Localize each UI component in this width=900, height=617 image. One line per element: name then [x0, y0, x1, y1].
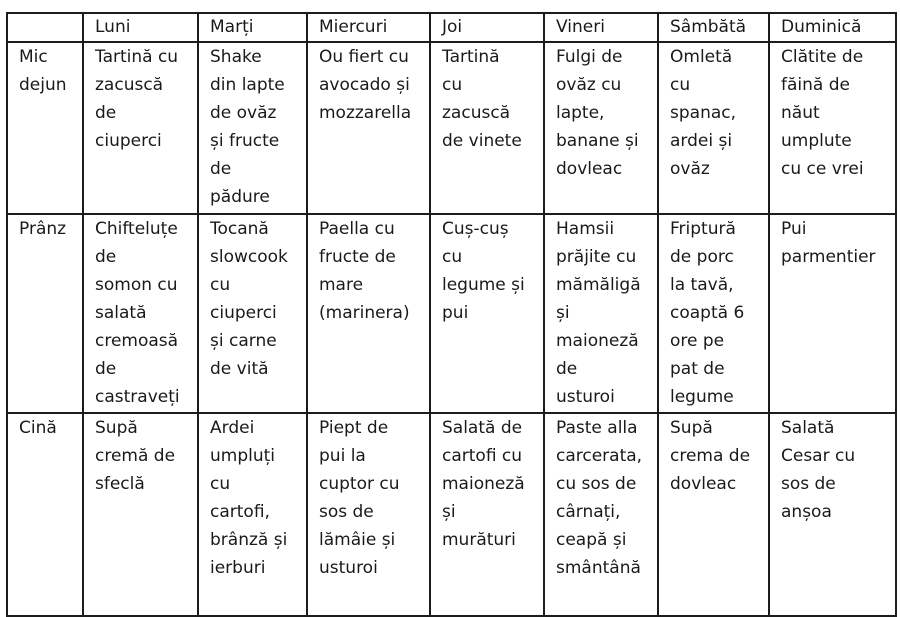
cell-cina-joi	[430, 413, 544, 616]
row-label-mic-dejun	[7, 42, 83, 214]
cell-line: ciuperci	[95, 131, 162, 151]
cell-line: umplute	[781, 131, 852, 151]
cell-cina-marti	[198, 413, 307, 616]
cell-line: castraveți	[95, 387, 180, 407]
cell-mic-dejun-duminica	[769, 42, 896, 214]
cell-line: pui	[442, 303, 469, 323]
cell-pranz-joi	[430, 214, 544, 413]
cell-line: Fulgi de	[556, 47, 623, 67]
cell-line: maioneză	[442, 474, 525, 494]
header-day-sambata: Sâmbătă	[658, 13, 769, 42]
cell-line: pădure	[210, 187, 270, 207]
cell-line: Tartină	[442, 47, 500, 67]
cell-line: pat de	[670, 359, 725, 379]
cell-pranz-vineri	[544, 214, 658, 413]
cell-line: năut	[781, 103, 820, 123]
cell-line: de	[95, 247, 117, 267]
cell-line: salată	[95, 303, 147, 323]
cell-line: ierburi	[210, 558, 266, 578]
cell-pranz-luni	[83, 214, 198, 413]
cell-line: cartofi cu	[442, 446, 523, 466]
cell-line: de ovăz	[210, 103, 277, 123]
row-label-pranz	[7, 214, 83, 413]
cell-line: și carne	[210, 331, 277, 351]
cell-line: sos de	[781, 474, 836, 494]
cell-line: slowcook	[210, 247, 288, 267]
cell-mic-dejun-marti	[198, 42, 307, 214]
cell-line: Shake	[210, 47, 262, 67]
cell-line: lapte,	[556, 103, 605, 123]
header-day-duminica: Duminică	[769, 13, 896, 42]
header-day-luni: Luni	[83, 13, 198, 42]
cell-line: brânză și	[210, 530, 288, 550]
cell-line: avocado și	[319, 75, 410, 95]
cell-line: Pui	[781, 219, 807, 239]
cell-line: cremă de	[95, 446, 176, 466]
cell-line: coaptă 6	[670, 303, 745, 323]
label-line: Mic	[19, 47, 48, 67]
cell-line: de vinete	[442, 131, 522, 151]
header-day-marti: Marți	[198, 13, 307, 42]
cell-pranz-miercuri	[307, 214, 430, 413]
header-row	[7, 13, 896, 42]
cell-line: ardei și	[670, 131, 733, 151]
cell-line: Tartină cu	[95, 47, 179, 67]
cell-line: cu ce vrei	[781, 159, 864, 179]
cell-line: Piept de	[319, 418, 389, 438]
cell-line: cu sos de	[556, 474, 637, 494]
cell-line: lămâie și	[319, 530, 396, 550]
cell-line: ovăz	[670, 159, 710, 179]
cell-line: banane și	[556, 131, 639, 151]
row-label-cina	[7, 413, 83, 616]
cell-line: Ardei	[210, 418, 255, 438]
cell-line: smântână	[556, 558, 641, 578]
cell-line: ore pe	[670, 331, 725, 351]
cell-cina-sambata	[658, 413, 769, 616]
cell-line: ciuperci	[210, 303, 277, 323]
cell-line: murături	[442, 530, 516, 550]
cell-line: (marinera)	[319, 303, 410, 323]
cell-line: legume	[670, 387, 734, 407]
cell-line: dovleac	[670, 474, 737, 494]
cell-line: de	[210, 159, 232, 179]
cell-cina-luni	[83, 413, 198, 616]
cell-line: și	[442, 502, 456, 522]
cell-line: Chifteluțe	[95, 219, 178, 239]
cell-line: zacuscă	[442, 103, 511, 123]
table-row-mic-dejun	[7, 42, 896, 214]
cell-cina-duminica	[769, 413, 896, 616]
cell-line: și fructe	[210, 131, 280, 151]
cell-line: crema de	[670, 446, 751, 466]
label-line: dejun	[19, 75, 67, 95]
cell-line: cârnați,	[556, 502, 621, 522]
label-line: Prânz	[19, 219, 67, 239]
cell-line: din lapte	[210, 75, 285, 95]
cell-line: de vită	[210, 359, 269, 379]
cell-pranz-sambata	[658, 214, 769, 413]
cell-line: spanac,	[670, 103, 737, 123]
cell-line: Clătite de	[781, 47, 864, 67]
table-row-pranz	[7, 214, 896, 413]
cell-line: anșoa	[781, 502, 832, 522]
cell-line: de	[556, 359, 578, 379]
cell-line: maioneză	[556, 331, 639, 351]
cell-line: Tocană	[210, 219, 269, 239]
cell-line: somon cu	[95, 275, 178, 295]
header-day-miercuri: Miercuri	[307, 13, 430, 42]
cell-line: cu	[210, 474, 231, 494]
cell-line: mare	[319, 275, 364, 295]
cell-line: Supă	[670, 418, 713, 438]
cell-line: parmentier	[781, 247, 876, 267]
cell-line: usturoi	[556, 387, 615, 407]
cell-line: Cesar cu	[781, 446, 856, 466]
cell-cina-vineri	[544, 413, 658, 616]
cell-line: cartofi,	[210, 502, 270, 522]
cell-line: cu	[210, 275, 231, 295]
cell-line: Ou fiert cu	[319, 47, 409, 67]
cell-line: Paste alla	[556, 418, 638, 438]
cell-line: de porc	[670, 247, 734, 267]
cell-mic-dejun-luni	[83, 42, 198, 214]
cell-line: făină de	[781, 75, 850, 95]
cell-line: pui la	[319, 446, 366, 466]
meal-plan-table	[6, 12, 897, 617]
cell-mic-dejun-joi	[430, 42, 544, 214]
cell-line: de	[95, 359, 117, 379]
cell-line: Cuș-cuș	[442, 219, 509, 239]
cell-line: Hamsii	[556, 219, 615, 239]
cell-line: cremoasă	[95, 331, 179, 351]
cell-line: usturoi	[319, 558, 378, 578]
table-row-cina	[7, 413, 896, 616]
cell-line: dovleac	[556, 159, 623, 179]
cell-line: carcerata,	[556, 446, 643, 466]
cell-line: ovăz cu	[556, 75, 622, 95]
cell-line: prăjite cu	[556, 247, 637, 267]
cell-line: de	[95, 103, 117, 123]
cell-line: Salată de	[442, 418, 523, 438]
cell-line: la tavă,	[670, 275, 734, 295]
cell-cina-miercuri	[307, 413, 430, 616]
cell-line: Salată	[781, 418, 835, 438]
cell-pranz-marti	[198, 214, 307, 413]
cell-mic-dejun-miercuri	[307, 42, 430, 214]
cell-pranz-duminica	[769, 214, 896, 413]
cell-line: sfeclă	[95, 474, 145, 494]
cell-line: fructe de	[319, 247, 396, 267]
cell-line: Supă	[95, 418, 138, 438]
cell-line: Paella cu	[319, 219, 395, 239]
cell-mic-dejun-vineri	[544, 42, 658, 214]
cell-line: Omletă	[670, 47, 733, 67]
cell-line: sos de	[319, 502, 374, 522]
cell-line: umpluți	[210, 446, 276, 466]
cell-line: cu	[670, 75, 691, 95]
cell-line: cu	[442, 247, 463, 267]
cell-line: zacuscă	[95, 75, 164, 95]
cell-line: și	[556, 303, 570, 323]
header-day-vineri: Vineri	[544, 13, 658, 42]
header-day-joi: Joi	[430, 13, 544, 42]
cell-line: legume și	[442, 275, 525, 295]
cell-line: mozzarella	[319, 103, 412, 123]
cell-line: Friptură	[670, 219, 736, 239]
cell-line: cuptor cu	[319, 474, 400, 494]
cell-mic-dejun-sambata	[658, 42, 769, 214]
label-line: Cină	[19, 418, 57, 438]
cell-line: cu	[442, 75, 463, 95]
corner-cell	[7, 13, 83, 42]
cell-line: ceapă și	[556, 530, 627, 550]
cell-line: mămăligă	[556, 275, 641, 295]
